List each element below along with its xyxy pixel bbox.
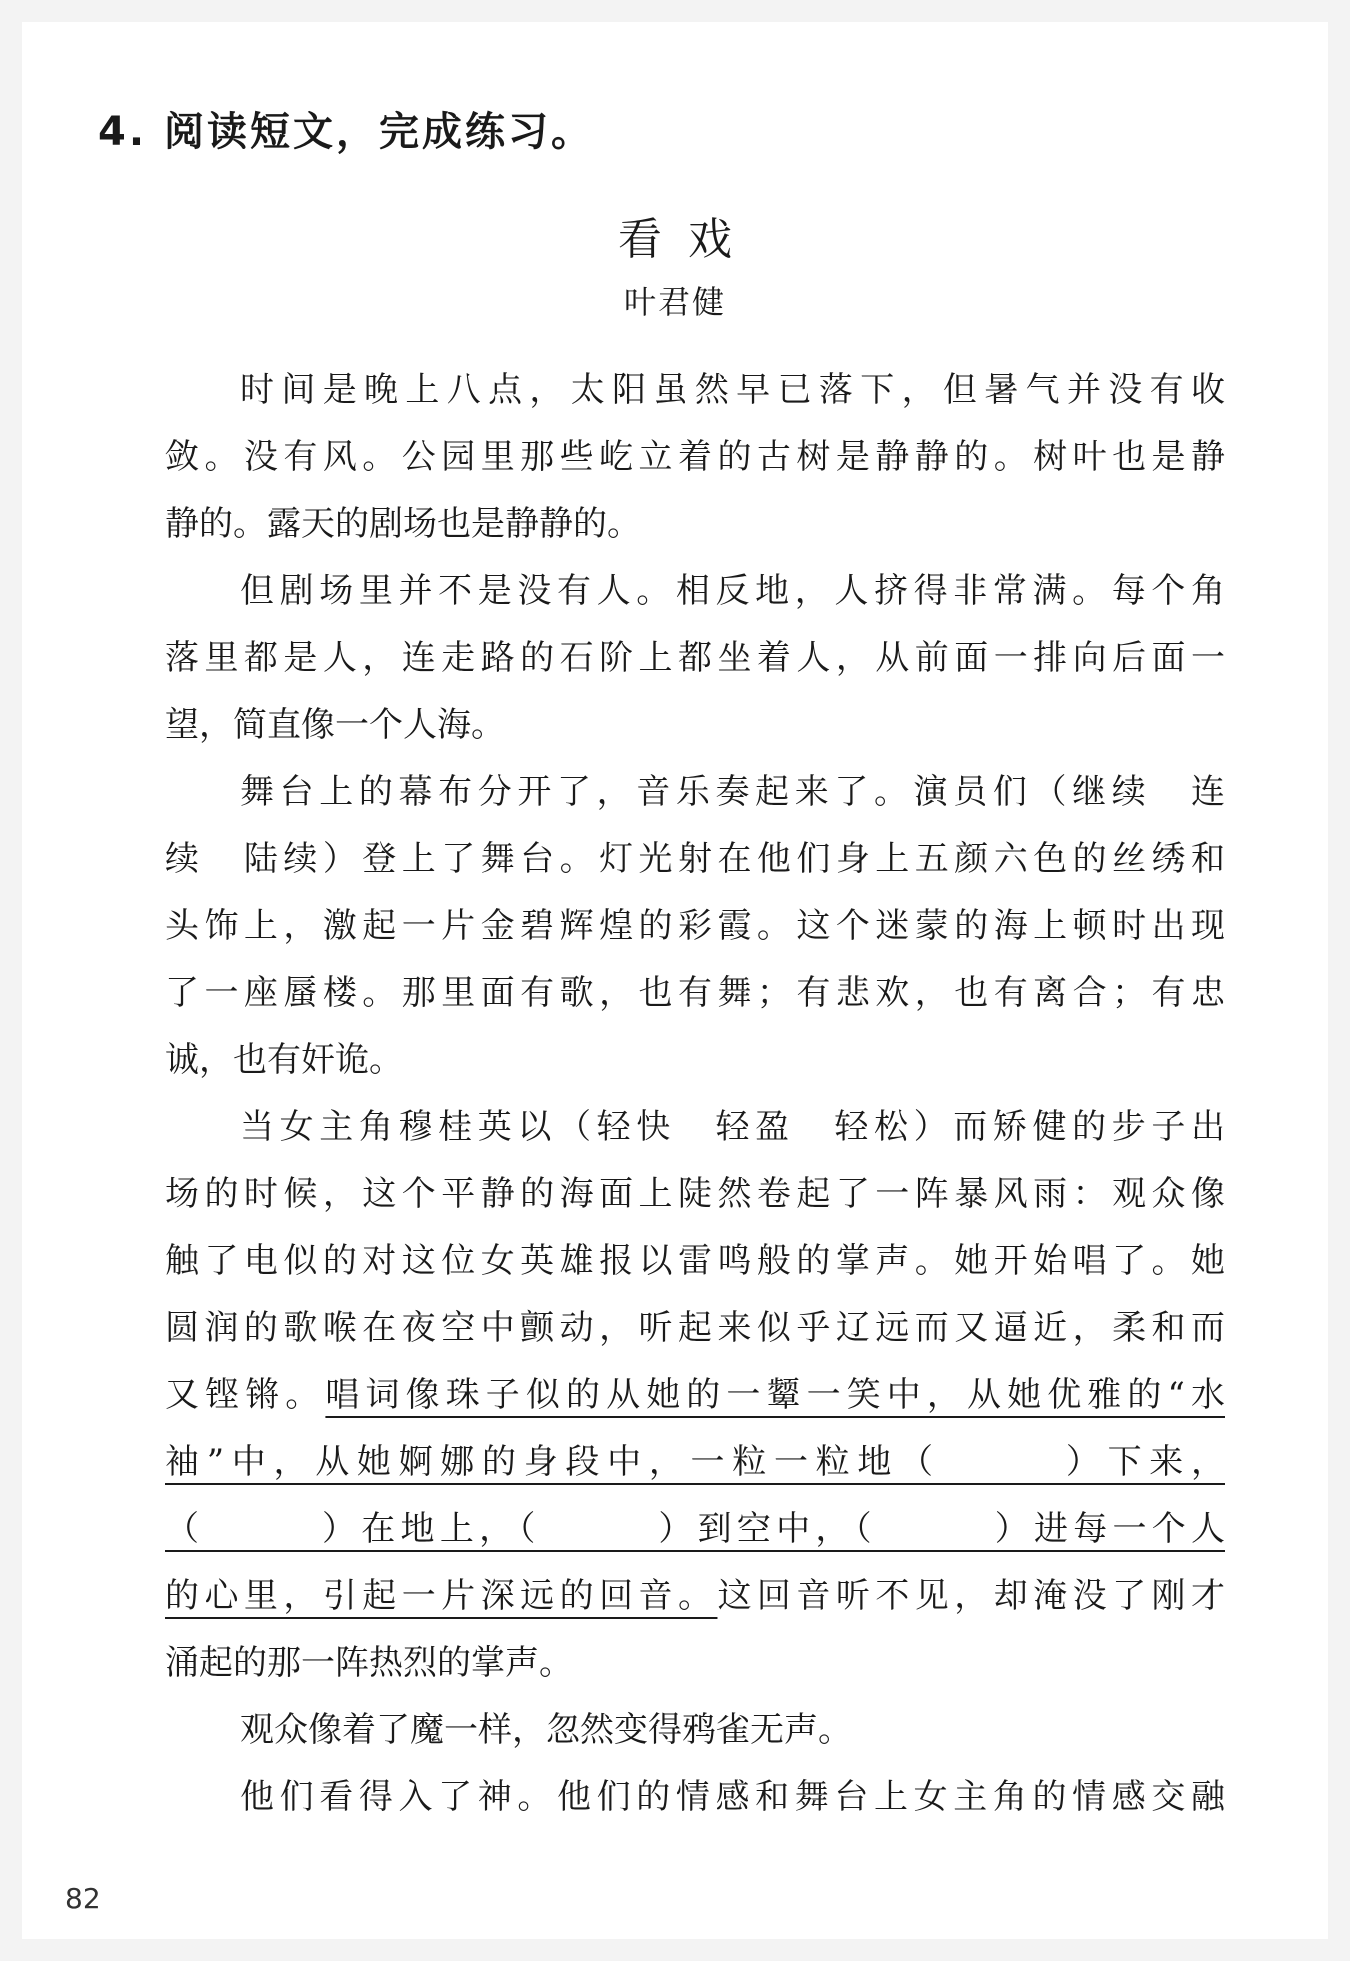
passage-line (165, 1035, 1225, 1085)
question-heading: 4. 阅读短文，完成练习。 (98, 109, 594, 155)
line-text: 当女主角穆桂英以（轻快 轻盈 轻松）而矫健的步子出 (240, 1107, 1225, 1147)
line-text: 场的时候，这个平静的海面上陡然卷起了一阵暴风雨：观众像 (165, 1174, 1225, 1214)
line-text: 观众像着了魔一样，忽然变得鸦雀无声。 (240, 1710, 852, 1750)
passage-author: 叶君健 (623, 283, 726, 321)
passage-line (165, 1303, 1225, 1353)
passage-line (165, 633, 1225, 683)
line-text: 静的。露天的剧场也是静静的。 (165, 504, 641, 544)
line-text: 圆润的歌喉在夜空中颤动，听起来似乎辽远而又逼近，柔和而 (165, 1308, 1225, 1348)
passage-line (165, 432, 1225, 482)
passage-line (165, 1504, 1225, 1554)
underlined-text: 袖”中，从她婀娜的身段中，一粒一粒地（ ）下来， (165, 1442, 1225, 1482)
passage-line (165, 1571, 1225, 1621)
line-text: 涌起的那一阵热烈的掌声。 (165, 1643, 573, 1683)
passage-line (165, 1370, 1225, 1420)
line-text: 这回音听不见，却淹没了刚才 (717, 1576, 1226, 1616)
passage-line (165, 1638, 1225, 1688)
line-text: 但剧场里并不是没有人。相反地，人挤得非常满。每个角 (240, 571, 1225, 611)
passage-line (240, 1102, 1225, 1152)
passage-line (165, 1169, 1225, 1219)
passage-line (165, 499, 1225, 549)
line-text: 又铿锵。 (165, 1375, 326, 1415)
line-text: 望，简直像一个人海。 (165, 705, 505, 745)
passage-line (240, 1705, 1225, 1755)
passage-line (165, 834, 1225, 884)
underlined-text: 唱词像珠子似的从她的一颦一笑中，从她优雅的“水 (325, 1375, 1225, 1415)
passage-line (240, 1772, 1225, 1822)
line-text: 落里都是人，连走路的石阶上都坐着人，从前面一排向后面一 (165, 638, 1225, 678)
line-text: 他们看得入了神。他们的情感和舞台上女主角的情感交融 (240, 1777, 1225, 1817)
line-text: 诚，也有奸诡。 (165, 1040, 403, 1080)
line-text: 敛。没有风。公园里那些屹立着的古树是静静的。树叶也是静 (165, 437, 1225, 477)
line-text: 时间是晚上八点，太阳虽然早已落下，但暑气并没有收 (240, 370, 1225, 410)
passage-line (165, 700, 1225, 750)
underlined-text: （ ）在地上，（ ）到空中，（ ）进每一个人 (165, 1509, 1225, 1549)
line-text: 头饰上，激起一片金碧辉煌的彩霞。这个迷蒙的海上顿时出现 (165, 906, 1225, 946)
line-text: 舞台上的幕布分开了，音乐奏起来了。演员们（继续 连 (240, 772, 1225, 812)
passage-line (165, 901, 1225, 951)
passage-line (240, 767, 1225, 817)
passage-line (165, 968, 1225, 1018)
passage-line (240, 566, 1225, 616)
passage-title: 看戏 (618, 214, 758, 265)
line-text: 了一座蜃楼。那里面有歌，也有舞；有悲欢，也有离合；有忠 (165, 973, 1225, 1013)
passage-line (240, 365, 1225, 415)
line-text: 续 陆续）登上了舞台。灯光射在他们身上五颜六色的丝绣和 (165, 839, 1225, 879)
line-text: 触了电似的对这位女英雄报以雷鸣般的掌声。她开始唱了。她 (165, 1241, 1225, 1281)
page-number: 82 (65, 1882, 101, 1915)
passage-line (165, 1437, 1225, 1487)
passage-line (165, 1236, 1225, 1286)
underlined-text: 的心里，引起一片深远的回音。 (165, 1576, 718, 1616)
